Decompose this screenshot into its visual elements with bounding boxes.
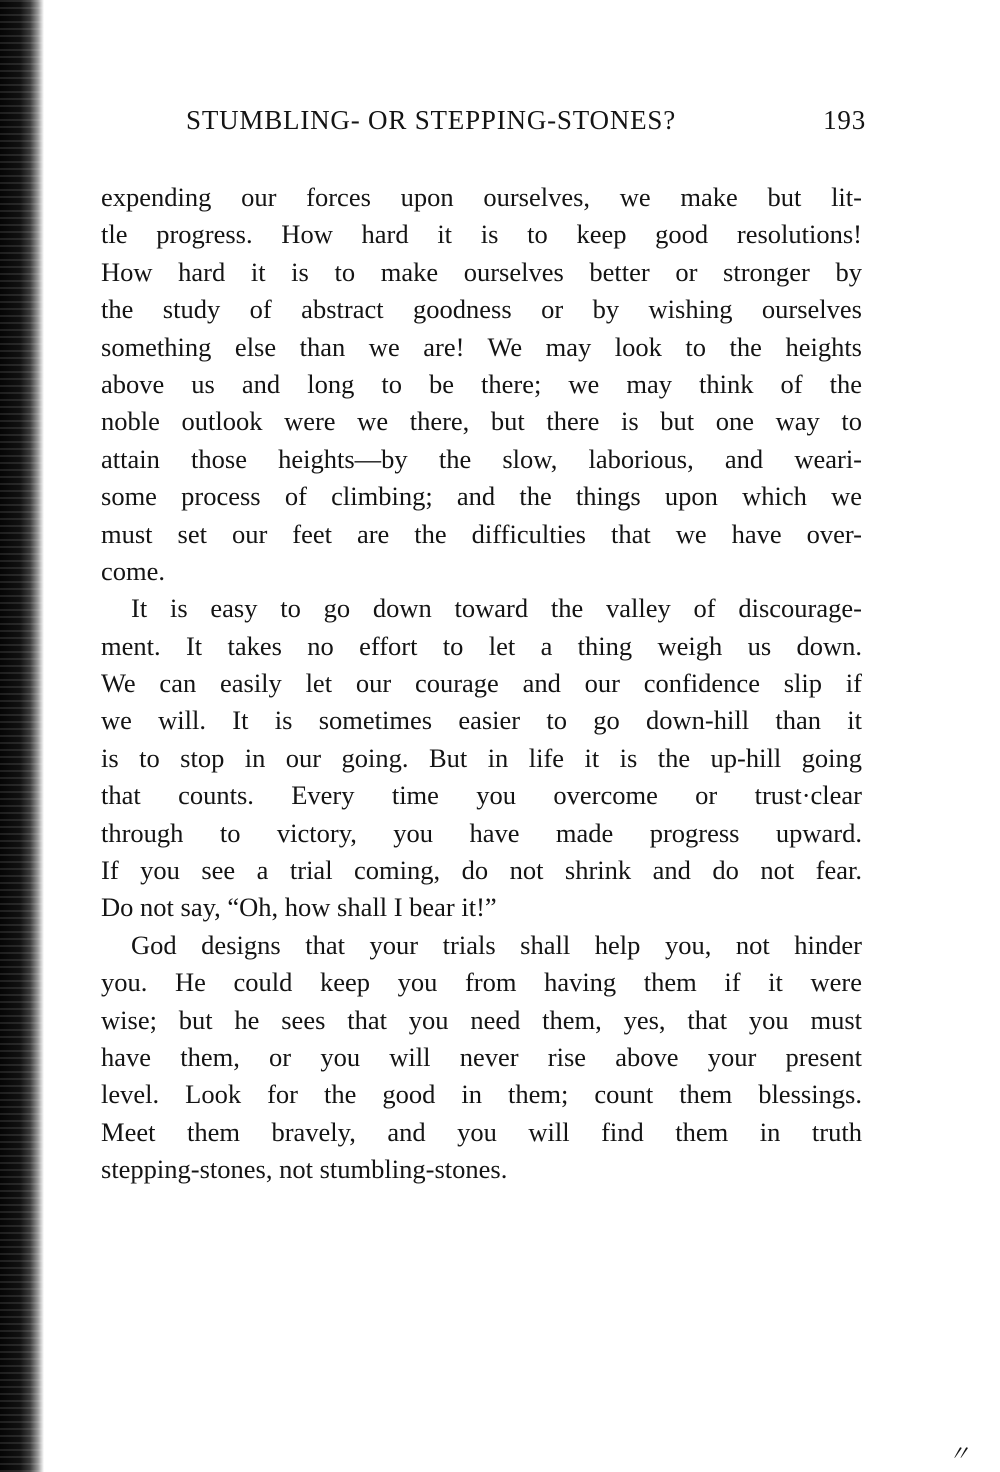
text-line: We can easily let our courage and our confidence slip if	[101, 668, 862, 699]
text-line: some process of climbing; and the things upon which we	[101, 481, 862, 512]
text-line: If you see a trial coming, do not shrink and do not fear.	[101, 855, 862, 886]
text-line: God designs that your trials shall help you, not hinder	[131, 929, 862, 960]
text-line: something else than we are! We may look to the heights	[101, 331, 862, 362]
text-line: How hard it is to make ourselves better or stronger by	[101, 256, 862, 287]
text-line: we will. It is sometimes easier to go down-hill than it	[101, 705, 862, 736]
text-line: is to stop in our going. But in life it is the up-hill going	[101, 742, 862, 773]
text-line: have them, or you will never rise above your present	[101, 1041, 862, 1072]
paragraph-2	[101, 590, 862, 927]
text-line: the study of abstract goodness or by wishing ourselves	[101, 294, 862, 325]
text-line: tle progress. How hard it is to keep good resolutions!	[101, 219, 862, 250]
page-binding-shadow	[0, 0, 44, 1472]
text-line: level. Look for the good in them; count them blessings.	[101, 1079, 862, 1110]
text-line: come.	[101, 555, 166, 586]
text-line: that counts. Every time you overcome or trust·clear	[101, 780, 862, 811]
text-line: Meet them bravely, and you will find them in truth	[101, 1116, 862, 1147]
ink-mark: 〃	[948, 1441, 971, 1466]
paragraph-1	[101, 179, 862, 590]
text-line: wise; but he sees that you need them, yes, that you must	[101, 1004, 862, 1035]
text-line: It is easy to go down toward the valley of discourage-	[131, 593, 862, 624]
running-head	[186, 105, 866, 145]
text-line: expending our forces upon ourselves, we make but lit-	[101, 182, 862, 212]
running-title: STUMBLING- OR STEPPING-STONES?	[186, 105, 677, 135]
text-line: Do not say, “Oh, how shall I bear it!”	[101, 892, 497, 923]
text-line: must set our feet are the difficulties that we have over-	[101, 518, 862, 549]
paragraph-3	[101, 927, 862, 1189]
text-line: you. He could keep you from having them if it were	[101, 967, 862, 998]
body-text	[101, 179, 862, 1189]
text-line: noble outlook were we there, but there is but one way to	[101, 406, 862, 437]
text-line: attain those heights—by the slow, laborious, and weari-	[101, 443, 862, 474]
page-number: 193	[823, 105, 866, 135]
text-line: above us and long to be there; we may think of the	[101, 368, 862, 399]
text-line: stepping-stones, not stumbling-stones.	[101, 1154, 508, 1185]
text-line: through to victory, you have made progress upward.	[101, 817, 862, 848]
text-line: ment. It takes no effort to let a thing weigh us down.	[101, 630, 862, 661]
